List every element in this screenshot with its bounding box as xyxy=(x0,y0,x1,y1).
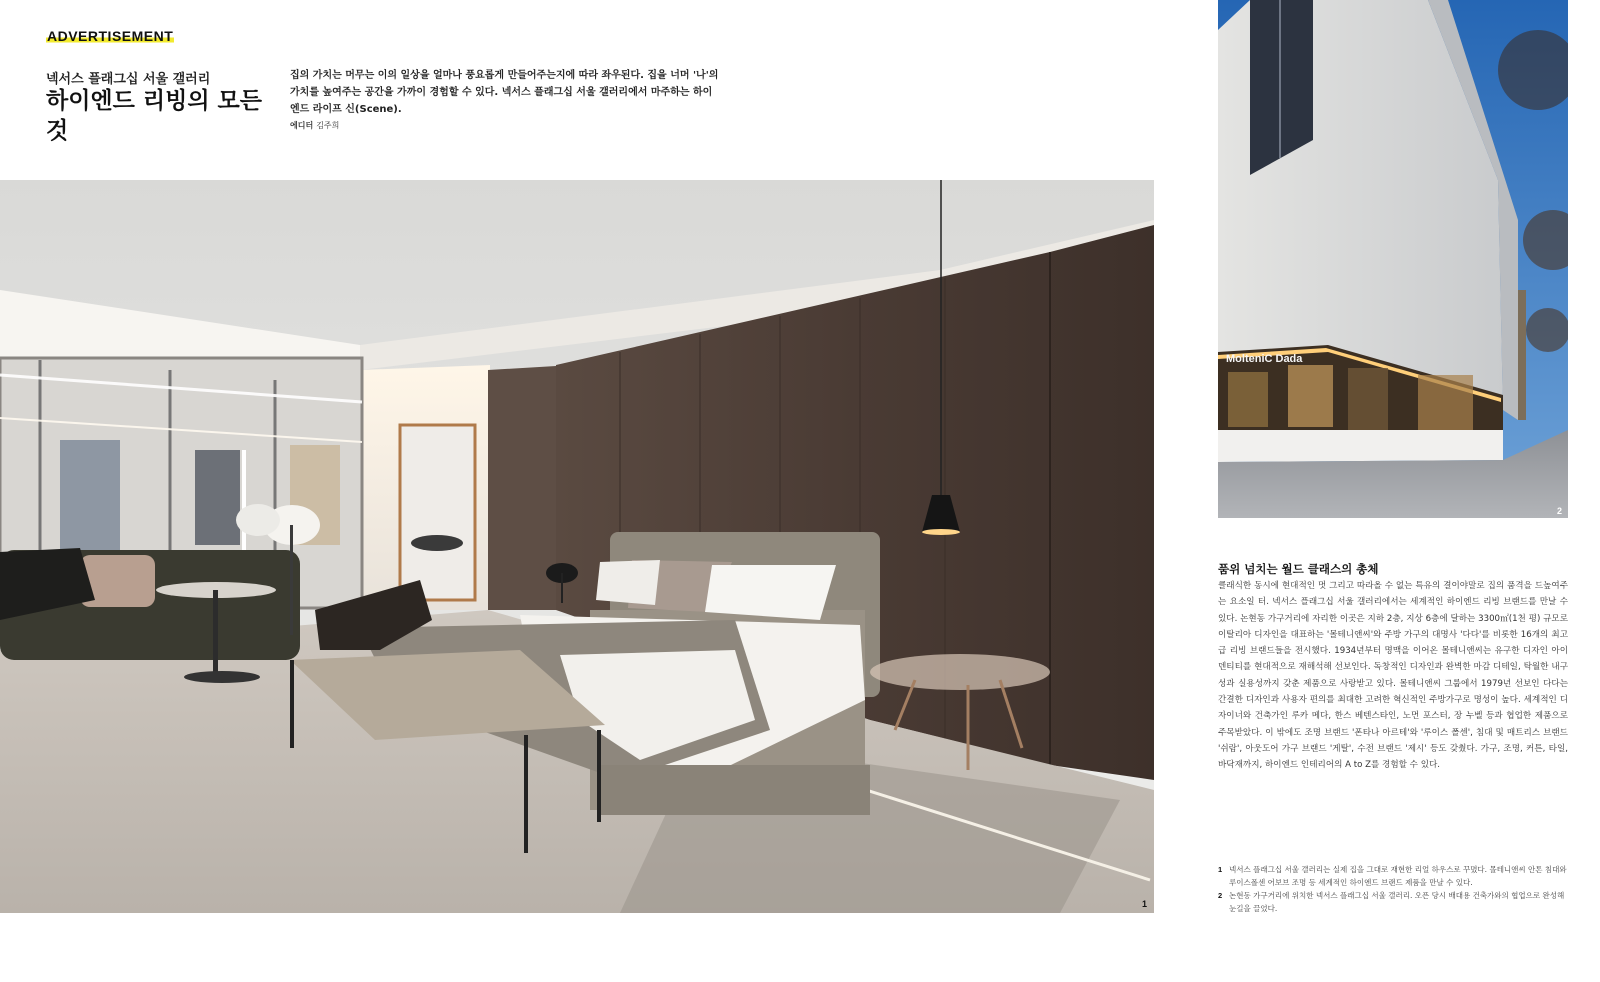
photo-number-1: 1 xyxy=(1142,899,1148,909)
article-body: 클래식한 동시에 현대적인 멋 그리고 따라올 수 없는 특유의 결이야말로 집의 품격을 드높여주는 요소일 터. 넥서스 플래그십 서울 갤러리에서는 세계적인 하이엔드 리빙 브랜드를 만날 수 있다. 논현동 가구거리에 자리한 이곳은 지하 2층, 지상 6층에 달하는 3300㎡(1천 평) 규모로 이탈리아 디자인을 대표하는 '몰테니앤씨'와 주방 가구의 대명사 '다다'를 비롯한 16개의 최고급 리빙 브랜드들을 전시했다. 1934년부터 명맥을 이어온 몰테니앤씨는 유구한 디자인 아이덴티티를 현대적으로 재해석해 선보인다. 독창적인 디자인과 완벽한 마감 디테일, 탁월한 내구성과 실용성까지 갖춘 제품으로 사랑받고 있다. 몰테니앤씨 그룹에서 1979년 선보인 다다는 간결한 디자인과 사용자 편의를 최대한 고려한 혁신적인 주방가구로 명성이 높다. 세계적인 디자이너와 건축가인 루카 메다, 한스 베텐스타인, 노먼 포스터, 장 누벨 등과 협업한 제품으로 주목받았다. 이 밖에도 조명 브랜드 '폰타나 아르테'와 '루이스 폴센', 침대 및 매트리스 브랜드 '쉬람', 아웃도어 가구 브랜드 '게탈', 수전 브랜드 '제시' 등도 갖췄다. 가구, 조명, 커튼, 타일, 바닥재까지, 하이엔드 인테리어의 A to Z를 경험할 수 있다. xyxy=(1218,581,1568,771)
article-subtitle: 넥서스 플래그십 서울 갤러리 xyxy=(46,72,211,87)
caption-text: 넥서스 플래그십 서울 갤러리는 실제 집을 그대로 재현한 리얼 하우스로 꾸몄다. 몰테니앤씨 안톤 침대와 루이스폴센 어보브 조명 등 세계적인 하이엔드 브랜드 제품을 만날 수 있다. xyxy=(1229,865,1567,887)
bedroom-photo xyxy=(0,180,1154,913)
editor-name: 김주희 xyxy=(316,121,340,130)
caption-1 xyxy=(1218,864,1568,889)
caption-2 xyxy=(1218,890,1568,915)
editor-credit xyxy=(290,120,339,131)
caption-number: 1 xyxy=(1218,865,1223,874)
photo-captions xyxy=(1218,864,1568,916)
caption-number: 2 xyxy=(1218,891,1223,900)
caption-text: 논현동 가구거리에 위치한 넥서스 플래그십 서울 갤러리. 오픈 당시 배대용 건축가와의 협업으로 완성해 눈길을 끌었다. xyxy=(1229,891,1565,913)
photo-number-2: 2 xyxy=(1557,506,1563,516)
building-photo xyxy=(1218,0,1568,518)
advertisement-label: ADVERTISEMENT xyxy=(47,28,174,44)
editor-label: 에디터 xyxy=(290,121,314,130)
section-heading: 품위 넘치는 월드 클래스의 총체 xyxy=(1218,562,1379,576)
article-intro: 집의 가치는 머무는 이의 일상을 얼마나 풍요롭게 만들어주는지에 따라 좌우된다. 집을 너머 '나'의 가치를 높여주는 공간을 가까이 경험할 수 있다. 넥서스 플래그십 서울 갤러리에서 마주하는 하이엔드 라이프 신(Scene). xyxy=(290,70,719,115)
storefront-sign: MolteniC Dada xyxy=(1226,353,1303,365)
article-title: 하이엔드 리빙의 모든 것 xyxy=(46,88,262,144)
